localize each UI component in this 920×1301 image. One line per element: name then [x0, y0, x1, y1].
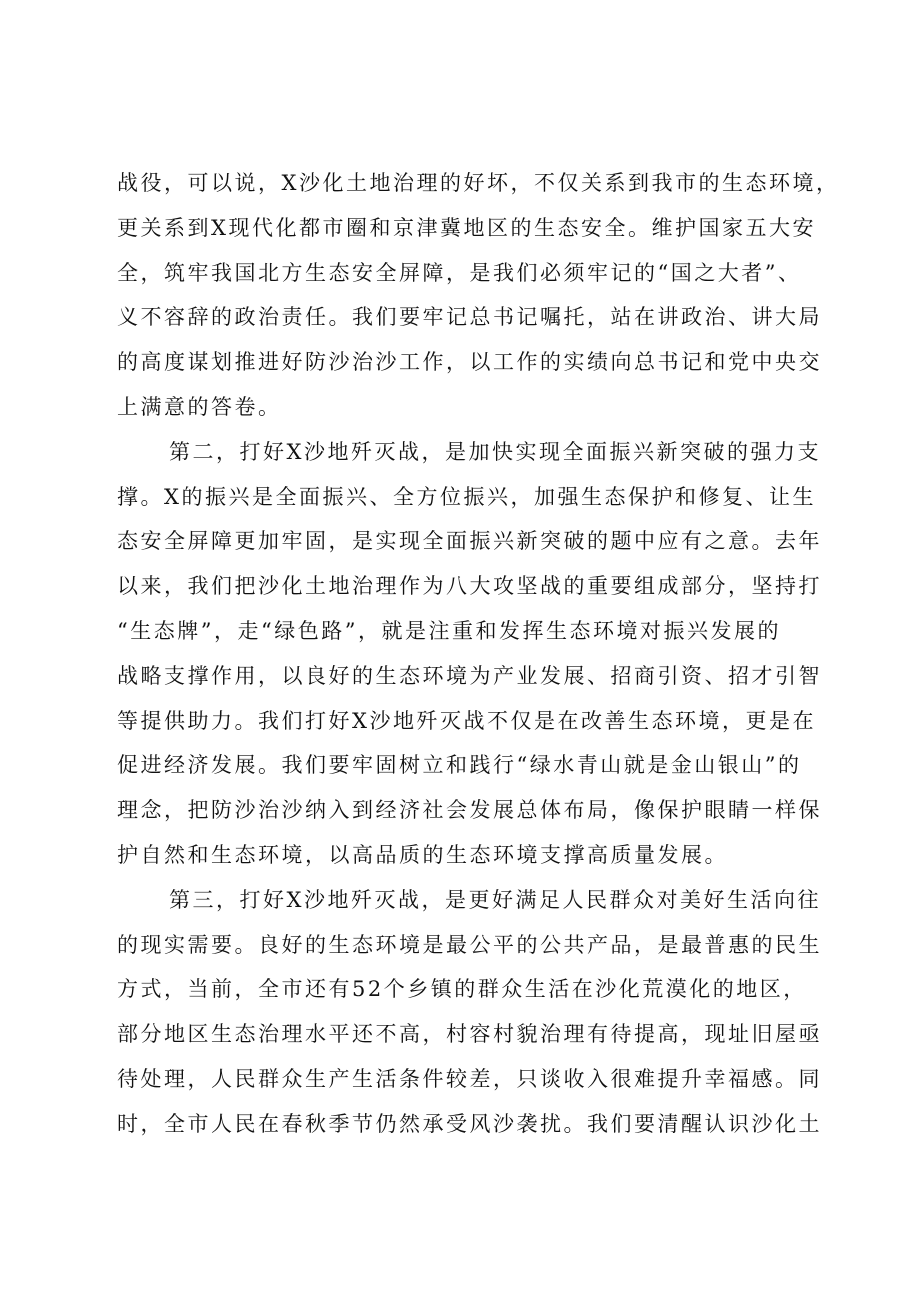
text-line: 以来，我们把沙化土地治理作为八大攻坚战的重要组成部分，坚持打 — [117, 574, 822, 599]
text-line: 促进经济发展。我们要牢固树立和践行“绿水青山就是金山银山”的 — [117, 753, 802, 778]
text-line: 第二，打好X沙地歼灭战，是加快实现全面振兴新突破的强力支 — [169, 439, 821, 464]
text-line: 撑。X的振兴是全面振兴、全方位振兴，加强生态保护和修复、让生 — [117, 484, 816, 509]
text-line: 部分地区生态治理水平还不高，村容村貌治理有待提高，现址旧屋亟 — [117, 1022, 822, 1047]
text-line: 方式，当前，全市还有52个乡镇的群众生活在沙化荒漠化的地区， — [117, 977, 807, 1002]
text-line: 上满意的答卷。 — [117, 394, 282, 419]
document-body — [117, 161, 840, 1147]
text-line: 等提供助力。我们打好X沙地歼灭战不仅是在改善生态环境，更是在 — [117, 708, 816, 733]
text-line: 义不容辞的政治责任。我们要牢记总书记嘱托，站在讲政治、讲大局 — [117, 305, 822, 330]
text-line: 护自然和生态环境，以高品质的生态环境支撑高质量发展。 — [117, 842, 728, 867]
text-line: 待处理，人民群众生产生活条件较差，只谈收入很难提升幸福感。同 — [117, 1066, 822, 1091]
text-line: 第三，打好X沙地歼灭战，是更好满足人民群众对美好生活向往 — [169, 887, 821, 912]
text-line: “生态牌”，走“绿色路”，就是注重和发挥生态环境对振兴发展的 — [117, 618, 781, 643]
paragraph-1 — [117, 161, 840, 430]
text-line: 态安全屏障更加牢固，是实现全面振兴新突破的题中应有之意。去年 — [117, 529, 822, 554]
paragraph-3 — [117, 878, 822, 1147]
paragraph-2 — [117, 430, 822, 878]
text-line: 全，筑牢我国北方生态安全屏障，是我们必须牢记的“国之大者”、 — [117, 260, 802, 285]
text-line: 时，全市人民在春秋季节仍然承受风沙袭扰。我们要清醒认识沙化土 — [117, 1111, 822, 1136]
text-line: 更关系到X现代化都市圈和京津冀地区的生态安全。维护国家五大安 — [117, 215, 816, 240]
text-line: 战役，可以说，X沙化土地治理的好坏，不仅关系到我市的生态环境， — [117, 171, 840, 195]
text-line: 的高度谋划推进好防沙治沙工作，以工作的实绩向总书记和党中央交 — [117, 350, 822, 375]
text-line: 战略支撑作用，以良好的生态环境为产业发展、招商引资、招才引智 — [117, 663, 822, 688]
text-line: 理念，把防沙治沙纳入到经济社会发展总体布局，像保护眼睛一样保 — [117, 798, 822, 823]
text-line: 的现实需要。良好的生态环境是最公平的公共产品，是最普惠的民生 — [117, 932, 822, 957]
